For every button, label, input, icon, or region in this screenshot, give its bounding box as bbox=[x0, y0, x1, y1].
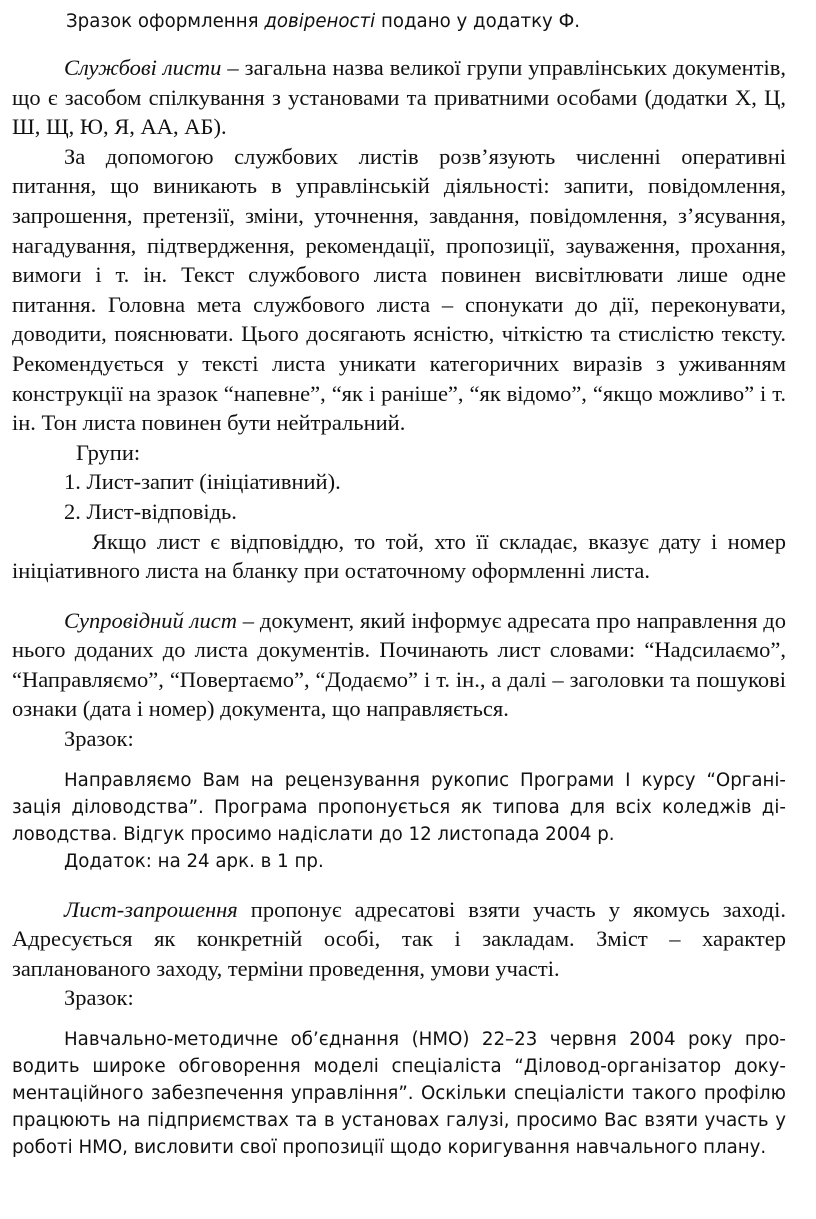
group-item-reply: 2. Лист-відповідь. bbox=[64, 498, 237, 524]
service-letters-paragraph bbox=[12, 53, 786, 142]
intro-text-before: Зразок оформлення bbox=[66, 11, 265, 32]
service-letters-text: – загальна назва великої групи управлінських документів, що є засобом спілкування з установами та приватними особами (додатки Х, Ц, Ш, Щ, Ю, Я, АА, АБ). bbox=[12, 55, 786, 140]
invitation-letter-text: пропонує адресатові взяти участь у якомусь заході. Адресується як конкретній особі, так і закладам. Зміст – характер запланованого заходу, терміни проведення, умови участі. bbox=[12, 896, 786, 981]
cover-letter-term: Супровідний лист bbox=[64, 607, 237, 633]
cover-letter-text: – документ, який інформує адресата про направлення до нього доданих до листа документів. Починають лист словами: “Надсилаємо”, “Направляємо”, “Повертаємо”, “Додаємо” і т. ін., а далі – заголовки та пошукові ознаки (дата і номер) документа, що направляється. bbox=[12, 607, 786, 722]
intro-line bbox=[12, 8, 786, 35]
invitation-letter-sample bbox=[12, 1026, 786, 1161]
service-letters-term: Службові листи bbox=[64, 55, 222, 80]
cover-letter-sample-text: Направляємо Вам на рецензування рукопис Програми І курсу “Організація діловодства”. Програма пропонується як типова для всіх коледжів діловодства. Відгук просимо надіслати до 12 листопада 2004 р. bbox=[12, 769, 786, 845]
invitation-letter-term: Лист-запрошення bbox=[64, 896, 238, 922]
invitation-letter-sample-text: Навчально-методичне об’єднання (НМО) 22–23 червня 2004 року проводить широке обговорення моделі спеціаліста “Діловод-організатор документаційного забезпечення управління”. Оскільки спеціалісти такого профілю працюють на підприємствах та в установах галузі, просимо Вас взяти участь у роботі НМО, висловити свої пропозиції щодо коригування навчального плану. bbox=[12, 1029, 786, 1159]
intro-term: довіреності bbox=[264, 11, 376, 32]
cover-letter-annex: Додаток: на 24 арк. в 1 пр. bbox=[64, 850, 324, 872]
reply-note-paragraph: Якщо лист є відповіддю, то той, хто її складає, вказує дату і номер ініціативного листа на бланку при остаточному оформленні листа. bbox=[12, 528, 786, 584]
invitation-letter-sample-label: Зразок: bbox=[64, 985, 134, 1011]
groups-heading: Групи: bbox=[76, 439, 141, 465]
cover-letter-paragraph bbox=[12, 606, 786, 724]
group-item-request: 1. Лист-запит (ініціативний). bbox=[64, 469, 341, 495]
purpose-paragraph: За допомогою службових листів розв’язують численні оперативні питання, що виникають в управлінській діяльності: запити, повідомлення, запрошення, претензії, зміни, уточнення, завдання, повідомлення, з’ясування, нагадування, підтвердження, рекомендації, пропозиції, зауваження, прохання, вимоги і т. ін. Текст службового листа повинен висвітлювати лише одне питання. Головна мета службового листа – спонукати до дії, переконувати, доводити, пояснювати. Цього досягають ясністю, чіткістю та стислістю тексту. Рекомендується у тексті листа уникати категоричних виразів з уживанням конструкції на зразок “напевне”, “як і раніше”, “як відомо”, “якщо можливо” і т. ін. Тон листа повинен бути нейтральний. bbox=[12, 143, 786, 436]
invitation-letter-paragraph bbox=[12, 895, 786, 984]
intro-text-after: подано у додатку Ф. bbox=[375, 11, 581, 32]
cover-letter-sample bbox=[12, 767, 786, 875]
cover-letter-sample-label: Зразок: bbox=[64, 726, 134, 752]
